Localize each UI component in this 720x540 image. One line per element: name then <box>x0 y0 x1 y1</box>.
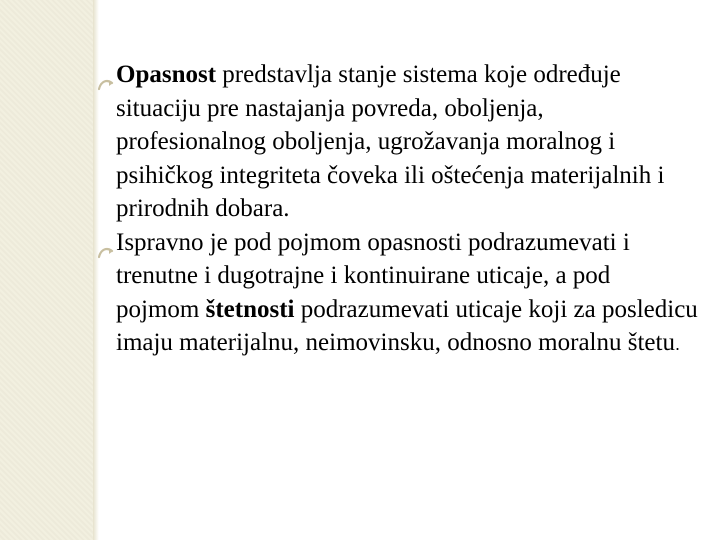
content-area <box>98 58 698 362</box>
bullet-text-before: Ispravno je pod pojmom opasnosti podrazumevati i trenutne i dugotrajne i kontinuirane uticaje, a pod pojmom <box>116 228 630 323</box>
bullet-body-text: predstavlja stanje sistema koje određuje situaciju pre nastajanja povreda, oboljenja, profesionalnog oboljenja, ugrožavanja moralnog i psihičkog integriteta čoveka ili oštećenja materijalnih i prirodnih dobara. <box>116 61 665 222</box>
bullet-item-ispravno <box>98 226 698 362</box>
lead-term: Opasnost <box>116 61 217 88</box>
bold-term: štetnosti <box>205 295 295 323</box>
bullet-item-opasnost <box>98 58 698 226</box>
bullet-text-after: podrazumevati uticaje koji za posledicu imaju materijalnu, neimovinsku, odnosno moralnu štetu <box>116 295 698 356</box>
end-punctuation: . <box>674 334 680 354</box>
band-texture <box>0 0 93 540</box>
curled-arrow-bullet-icon <box>98 236 116 250</box>
curled-arrow-bullet-icon <box>98 68 116 82</box>
